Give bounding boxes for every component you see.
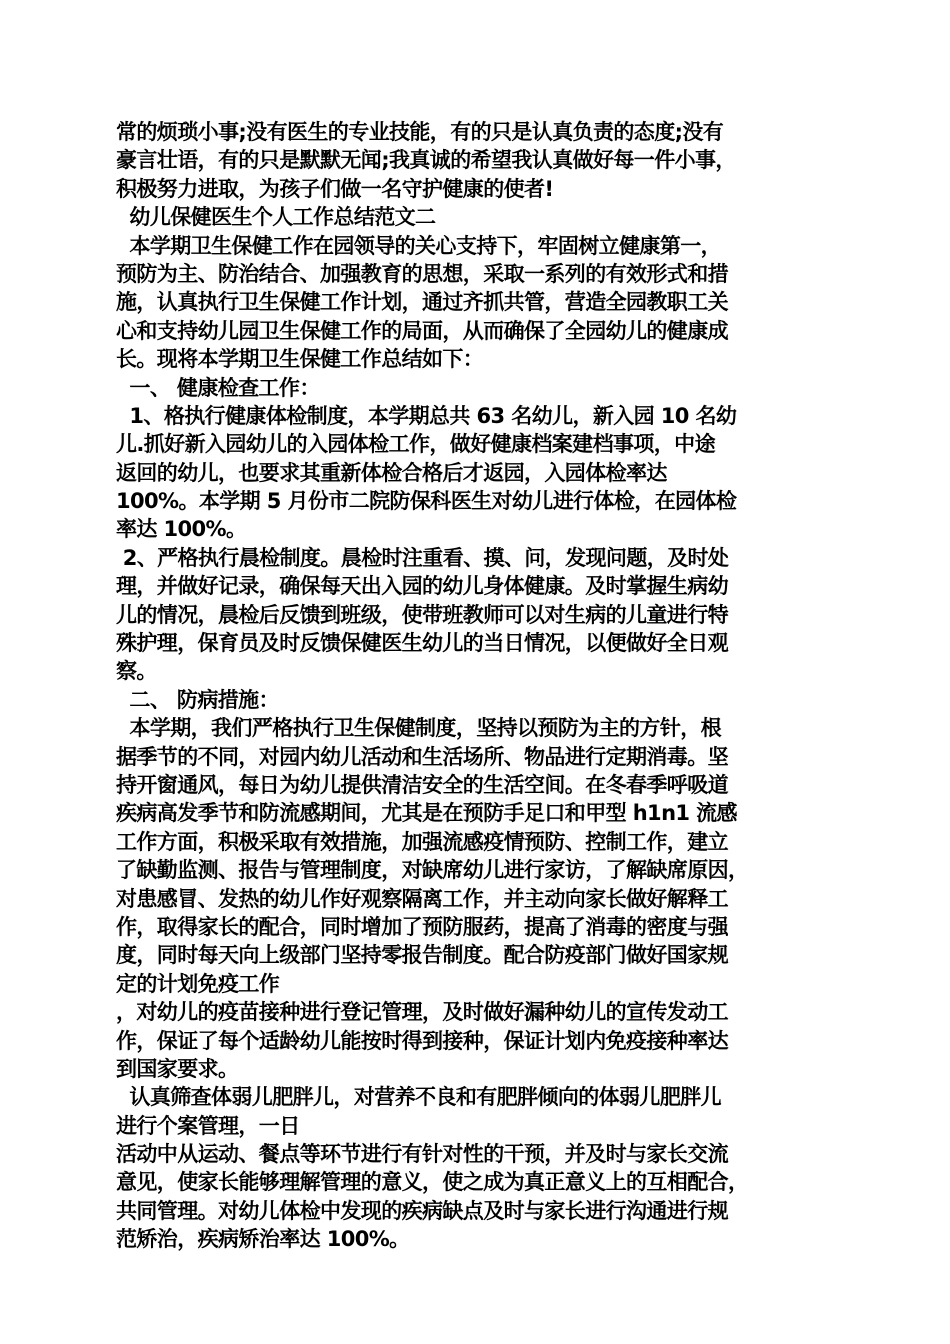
text-line: 度，同时每天向上级部门坚持零报告制度。配合防疫部门做好国家规	[116, 943, 728, 968]
text-line: 疾病高发季节和防流感期间，尤其是在预防手足口和甲型 h1n1 流感	[116, 801, 737, 826]
text-line: 100%。本学期 5 月份市二院防保科医生对幼儿进行体检，在园体检	[116, 489, 737, 514]
text-line: 积极努力进取，为孩子们做一名守护健康的使者!	[116, 176, 554, 201]
text-line: 本学期卫生保健工作在园领导的关心支持下，牢固树立健康第一，	[116, 233, 722, 258]
text-line: 察。	[116, 659, 157, 684]
text-line: 幼儿保健医生个人工作总结范文二	[116, 205, 436, 230]
text-line: 活动中从运动、餐点等环节进行有针对性的干预，并及时与家长交流	[116, 1142, 728, 1167]
text-line: 1、格执行健康体检制度，本学期总共 63 名幼儿，新入园 10 名幼	[116, 403, 737, 428]
text-line: 施，认真执行卫生保健工作计划，通过齐抓共管，营造全园教职工关	[116, 290, 728, 315]
text-line: 认真筛查体弱儿肥胖儿，对营养不良和有肥胖倾向的体弱儿肥胖儿	[116, 1085, 722, 1110]
text-line: 范矫治，疾病矫治率达 100%。	[116, 1227, 410, 1252]
text-line: 率达 100%。	[116, 517, 247, 542]
text-line: 进行个案管理，一日	[116, 1113, 300, 1138]
text-line: 预防为主、防治结合、加强教育的思想，采取一系列的有效形式和措	[116, 261, 728, 286]
text-line: 了缺勤监测、报告与管理制度，对缺席幼儿进行家访，了解缺席原因，	[116, 858, 749, 883]
text-line: 作，保证了每个适龄幼儿能按时得到接种，保证计划内免疫接种率达	[116, 1028, 728, 1053]
text-line: 心和支持幼儿园卫生保健工作的局面，从而确保了全园幼儿的健康成	[116, 318, 728, 343]
text-line: 到国家要求。	[116, 1056, 239, 1081]
text-line: 常的烦琐小事;没有医生的专业技能，有的只是认真负责的态度;没有	[116, 120, 724, 144]
text-line: 二、 防病措施：	[116, 687, 279, 712]
text-line: 殊护理，保育员及时反馈保健医生幼儿的当日情况，以便做好全日观	[116, 631, 728, 656]
text-line: 儿.抓好新入园幼儿的入园体检工作，做好健康档案建档事项，中途	[116, 432, 715, 457]
text-line: 对患感冒、发热的幼儿作好观察隔离工作，并主动向家长做好解释工	[116, 886, 728, 911]
text-line: ，对幼儿的疫苗接种进行登记管理，及时做好漏种幼儿的宣传发动工	[116, 1000, 728, 1025]
text-line: 作，取得家长的配合，同时增加了预防服药，提高了消毒的密度与强	[116, 914, 728, 939]
text-line: 2、严格执行晨检制度。晨检时注重看、摸、问，发现问题，及时处	[116, 545, 729, 570]
text-line: 据季节的不同，对园内幼儿活动和生活场所、物品进行定期消毒。坚	[116, 744, 728, 769]
text-line: 豪言壮语，有的只是默默无闻;我真诚的希望我认真做好每一件小事，	[116, 148, 736, 173]
text-line: 返回的幼儿，也要求其重新体检合格后才返园，入园体检率达	[116, 460, 667, 485]
text-line: 本学期，我们严格执行卫生保健制度，坚持以预防为主的方针，根	[116, 716, 722, 741]
text-line: 定的计划免疫工作	[116, 971, 280, 996]
text-line: 工作方面，积极采取有效措施，加强流感疫情预防、控制工作，建立	[116, 829, 728, 854]
text-line: 共同管理。对幼儿体检中发现的疾病缺点及时与家长进行沟通进行规	[116, 1198, 728, 1223]
text-line: 意见，使家长能够理解管理的意义，使之成为真正意义上的互相配合，	[116, 1170, 749, 1195]
text-line: 理，并做好记录，确保每天出入园的幼儿身体健康。及时掌握生病幼	[116, 574, 728, 599]
text-line: 长。现将本学期卫生保健工作总结如下：	[116, 347, 484, 372]
text-line: 一、 健康检查工作：	[116, 375, 320, 400]
text-line: 持开窗通风，每日为幼儿提供清洁安全的生活空间。在冬春季呼吸道	[116, 772, 728, 797]
text-line: 儿的情况，晨检后反馈到班级，使带班教师可以对生病的儿童进行特	[116, 602, 728, 627]
document-page	[116, 118, 856, 1254]
